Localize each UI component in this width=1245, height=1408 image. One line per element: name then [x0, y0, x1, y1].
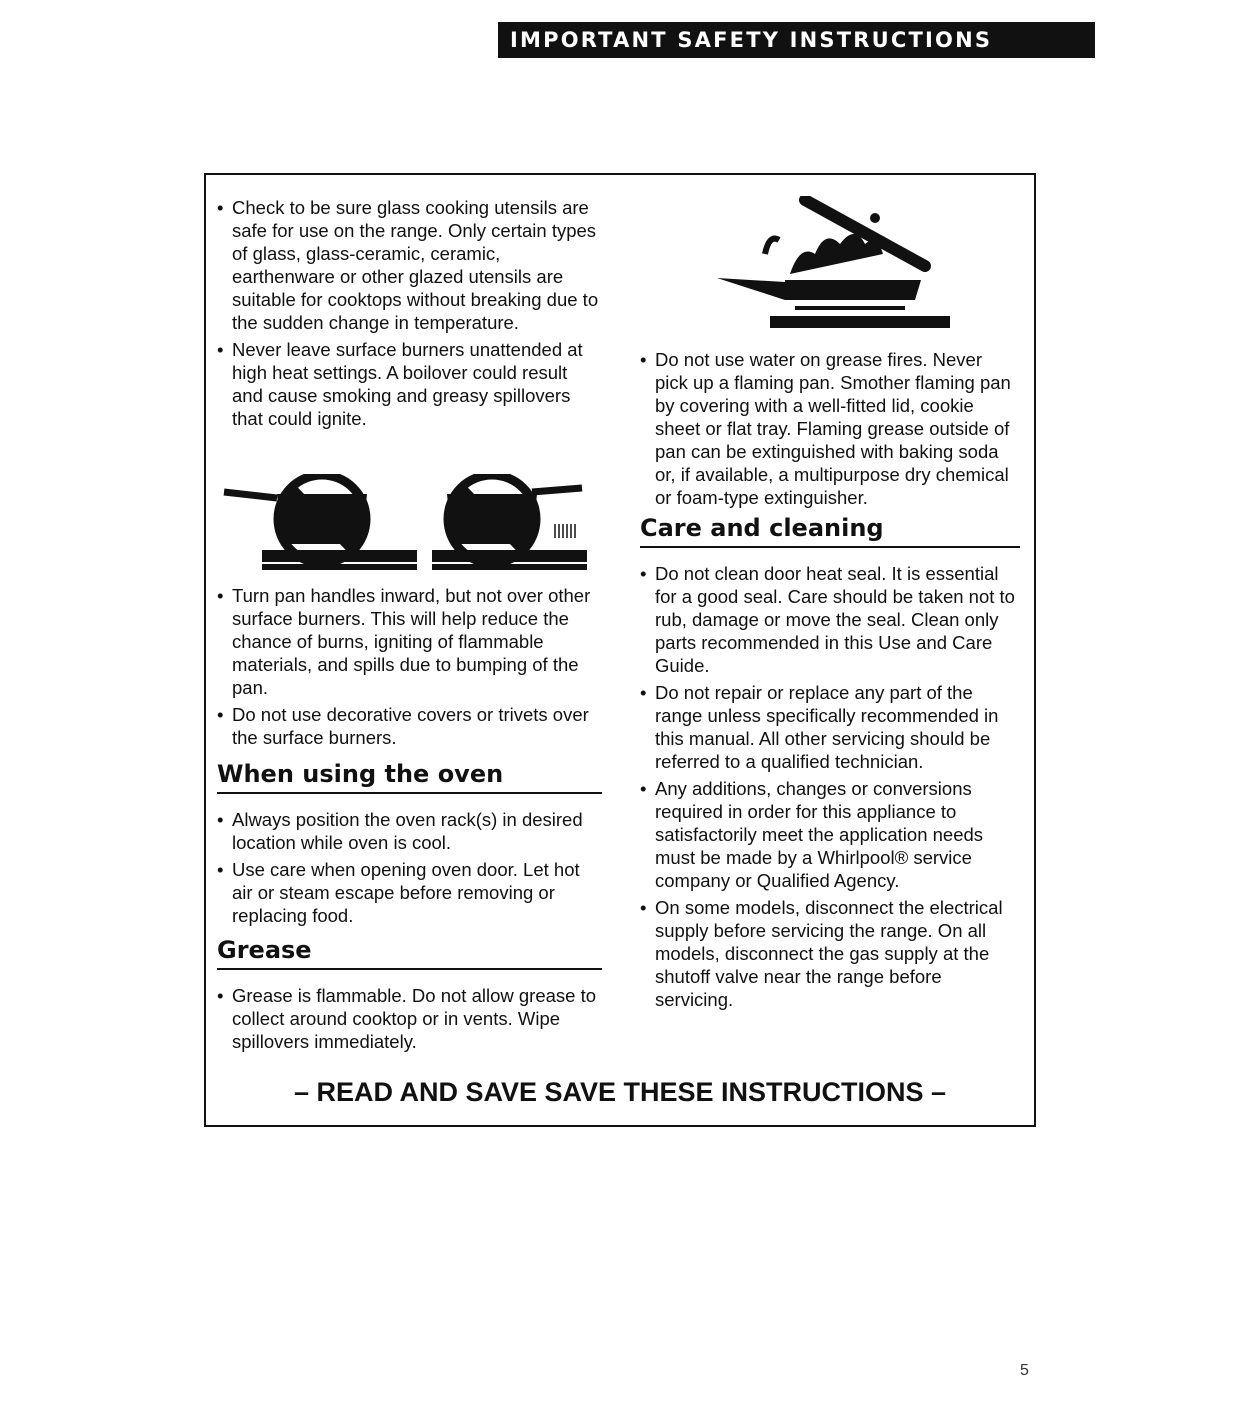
- list-item: • Do not clean door heat seal. It is essential for a good seal. Care should be taken not to rub, damage or move the seal. Clean only parts recommended in this Use and Care Guide.: [640, 562, 1020, 677]
- list-item: • Any additions, changes or conversions required in order for this appliance to satisfactorily meet the application needs must be made by a Whirlpool® service company or Qualified Agency.: [640, 777, 1020, 892]
- right-column: [640, 196, 1020, 1015]
- left-column: [217, 196, 602, 1057]
- list-item: • Do not use decorative covers or trivets over the surface burners.: [217, 703, 602, 749]
- page-number: 5: [1020, 1362, 1029, 1379]
- page-title: IMPORTANT SAFETY INSTRUCTIONS: [498, 22, 1095, 58]
- list-item: • On some models, disconnect the electrical supply before servicing the range. On all models, disconnect the gas supply at the shutoff valve near the range before servicing.: [640, 896, 1020, 1011]
- list-item: • Never leave surface burners unattended at high heat settings. A boilover could result and cause smoking and greasy spillovers that could ignite.: [217, 338, 602, 430]
- no-unattended-burner-icon: [224, 475, 417, 570]
- no-unattended-burner-steam-icon: [432, 475, 587, 570]
- list-item: • Use care when opening oven door. Let hot air or steam escape before removing or replacing food.: [217, 858, 602, 927]
- list-item: • Do not use water on grease fires. Never pick up a flaming pan. Smother flaming pan by covering with a well-fitted lid, cookie sheet or flat tray. Flaming grease outside of pan can be extinguished with baking soda or, if available, a multipurpose dry chemical or foam-type extinguisher.: [640, 348, 1020, 509]
- list-item: • Always position the oven rack(s) in desired location while oven is cool.: [217, 808, 602, 854]
- list-item: • Grease is flammable. Do not allow grease to collect around cooktop or in vents. Wipe spillovers immediately.: [217, 984, 602, 1053]
- section-title-oven: When using the oven: [217, 759, 602, 794]
- list-item: • Do not repair or replace any part of the range unless specifically recommended in this manual. All other servicing should be referred to a qualified technician.: [640, 681, 1020, 773]
- section-title-grease: Grease: [217, 935, 602, 970]
- flaming-pan-lid-icon: [715, 196, 965, 336]
- list-item: • Check to be sure glass cooking utensils are safe for use on the range. Only certain types of glass, glass-ceramic, ceramic, earthenware or other glazed utensils are suitable for cooktops without breaking due to the sudden change in temperature.: [217, 196, 602, 334]
- no-unattended-burner-illustration: [222, 474, 592, 574]
- read-and-save-banner: – READ AND SAVE SAVE THESE INSTRUCTIONS –: [293, 1077, 947, 1107]
- section-title-care: Care and cleaning: [640, 513, 1020, 548]
- list-item: • Turn pan handles inward, but not over other surface burners. This will help reduce the chance of burns, igniting of flammable materials, and spills due to bumping of the pan.: [217, 584, 602, 699]
